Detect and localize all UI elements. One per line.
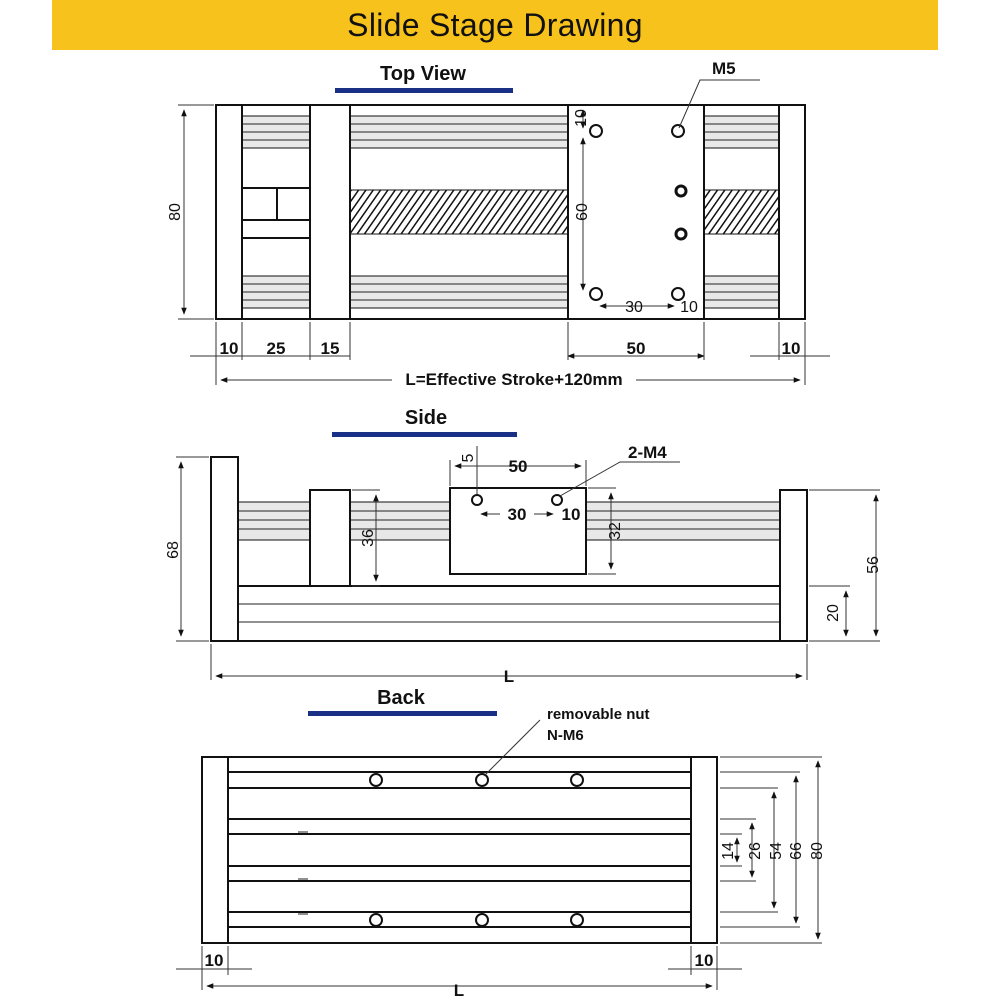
lead-screw: [350, 190, 568, 234]
side-end-height-dim: 68: [165, 541, 182, 559]
side-block-height-dim: 36: [360, 529, 377, 547]
back-view-heading: Back: [377, 687, 425, 709]
side-carriage-width-dim: 50: [508, 457, 528, 476]
top-spacer-dim: 15: [320, 339, 340, 358]
side-carriage-height-dim: 32: [607, 522, 624, 540]
top-hole-spacing-y-dim: 60: [574, 203, 591, 221]
top-right-rails: [704, 116, 779, 308]
back-dim-54: 54: [768, 842, 785, 860]
top-view: [167, 59, 830, 389]
side-total-height-dim: 56: [865, 556, 882, 574]
length-formula: L=Effective Stroke+120mm: [405, 370, 623, 389]
top-right-endplate: [779, 105, 805, 319]
top-support-block: [310, 105, 350, 319]
m5-label: M5: [712, 59, 736, 78]
side-view-heading: Side: [404, 407, 448, 429]
top-height-dim: 80: [167, 203, 184, 221]
back-view: [176, 687, 826, 1000]
nut-label-line1: removable nut: [547, 706, 650, 723]
carriage-screw: [676, 186, 686, 196]
back-nut: [476, 914, 488, 926]
nut-label-line2: N-M6: [547, 727, 584, 744]
back-left-endplate: [202, 757, 228, 943]
back-nut: [571, 774, 583, 786]
side-left-endplate: [211, 457, 238, 641]
side-carriage-hole: [552, 495, 562, 505]
side-length-dim: L: [503, 667, 515, 686]
carriage-hole: [590, 288, 602, 300]
top-left-end-dim: 10: [219, 339, 239, 358]
top-hole-spacing-x-dim: 30: [625, 299, 643, 316]
top-hole-offset-right-dim: 10: [680, 299, 698, 316]
top-view-heading: Top View: [380, 63, 466, 85]
side-support-block: [310, 490, 350, 586]
back-nut: [476, 774, 488, 786]
back-nut: [370, 914, 382, 926]
side-view-accent-bar: [332, 432, 517, 437]
side-carriage-hole: [472, 495, 482, 505]
back-right-endplate: [691, 757, 717, 943]
side-hole-offset-right-dim: 10: [561, 505, 581, 524]
back-nut: [370, 774, 382, 786]
side-hole-spacing-dim: 30: [507, 505, 527, 524]
back-nut: [571, 914, 583, 926]
top-carriage-width-dim: 50: [626, 339, 646, 358]
top-middle-rails: [350, 116, 568, 308]
back-left-end-dim: 10: [204, 951, 224, 970]
back-dim-80: 80: [809, 842, 826, 860]
drawing-title: Slide Stage Drawing: [347, 6, 643, 43]
lead-screw-right: [704, 190, 779, 234]
top-left-rails: [242, 116, 310, 308]
carriage-hole: [590, 125, 602, 137]
back-dim-26: 26: [747, 842, 764, 860]
back-length-dim: L: [453, 981, 465, 1000]
side-base-height-dim: 20: [825, 604, 842, 622]
side-base: [238, 586, 780, 641]
back-view-accent-bar: [308, 711, 497, 716]
top-left-endplate: [216, 105, 242, 319]
m4-label: 2-M4: [628, 443, 667, 462]
carriage-hole: [672, 125, 684, 137]
back-dim-14: 14: [720, 842, 737, 860]
side-view: [165, 407, 882, 686]
side-right-endplate: [780, 490, 807, 641]
top-view-accent-bar: [335, 88, 513, 93]
side-hole-offset-dim: 5: [460, 453, 477, 463]
top-hole-offset-top-dim: 10: [573, 109, 590, 127]
back-frame: [202, 757, 717, 943]
top-right-end-dim: 10: [781, 339, 801, 358]
back-right-end-dim: 10: [694, 951, 714, 970]
side-carriage: [450, 488, 586, 574]
top-block-width-dim: 25: [266, 339, 286, 358]
carriage-screw: [676, 229, 686, 239]
back-dim-66: 66: [788, 842, 805, 860]
